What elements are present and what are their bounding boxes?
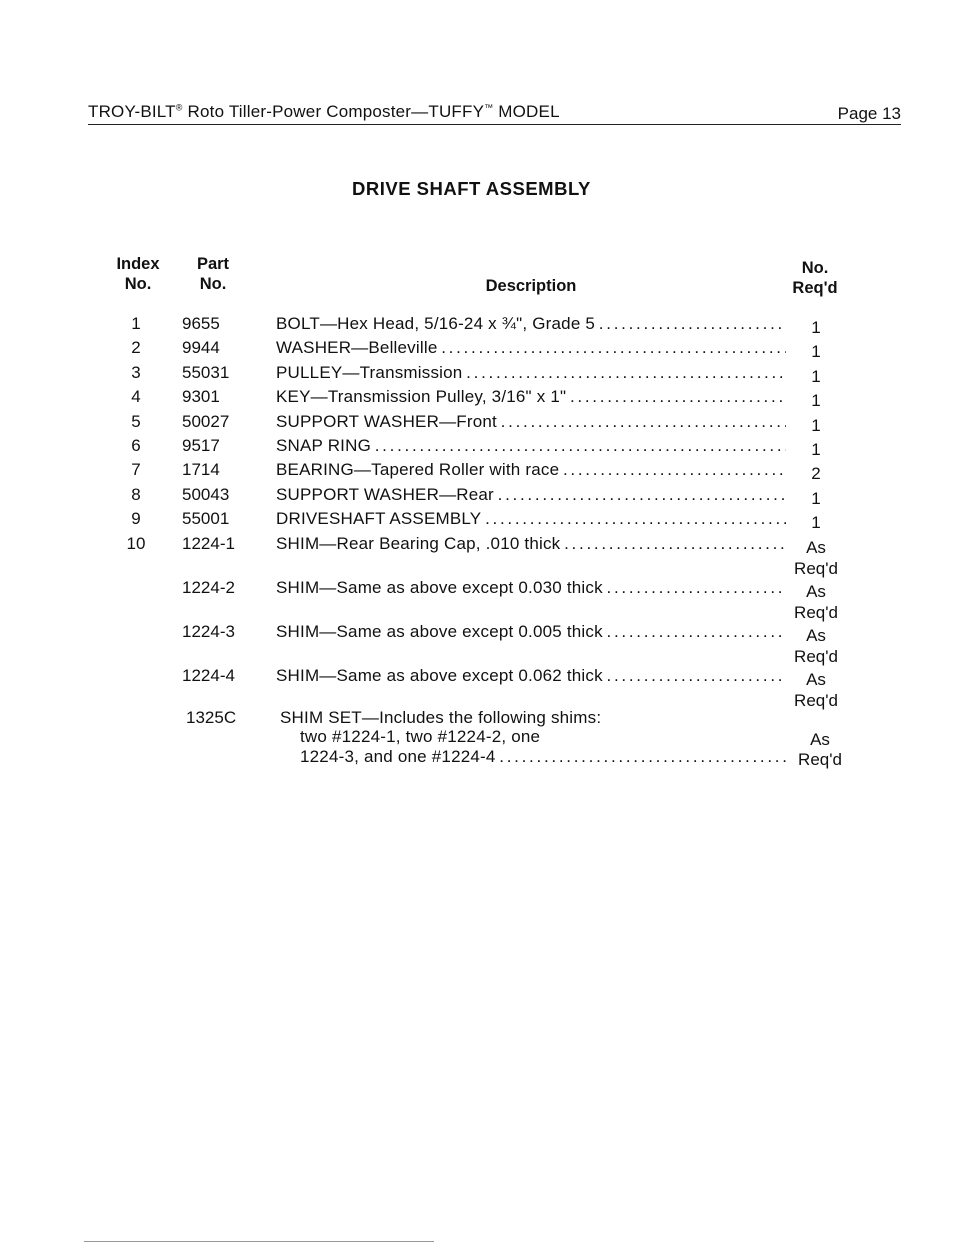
index-number: 8 <box>131 484 141 504</box>
part-description <box>276 436 786 456</box>
description-text: PULLEY—Transmission . . . <box>276 363 786 382</box>
quantity-line2: Req'd <box>794 646 838 666</box>
parts-row <box>0 664 954 708</box>
part-description <box>276 622 786 642</box>
part-number: 55001 <box>182 509 230 529</box>
index-number: 1 <box>131 314 141 333</box>
description-text: WASHER—Belleville . . . <box>276 338 786 357</box>
description-text: SNAP RING . . . <box>276 436 786 455</box>
parts-row <box>0 576 954 620</box>
description-text: SHIM—Same as above except 0.062 thick . . . <box>276 666 786 685</box>
part-description <box>276 534 786 554</box>
description-text: BEARING—Tapered Roller with race . . . <box>276 460 786 479</box>
part-number: 9301 <box>182 387 220 407</box>
part-number: 1224-3 <box>182 621 235 641</box>
index-number: 4 <box>131 387 141 407</box>
parts-row <box>0 312 954 336</box>
page-number: Page 13 <box>837 104 901 123</box>
header-title <box>88 102 560 122</box>
quantity-required <box>788 581 844 623</box>
part-description <box>276 578 786 598</box>
quantity-required <box>788 537 844 579</box>
parts-row <box>0 483 954 507</box>
part-description <box>276 387 786 407</box>
quantity-required: 1 <box>811 439 821 459</box>
quantity-required: 2 <box>811 464 821 484</box>
description-text: SHIM—Rear Bearing Cap, .010 thick . . . <box>276 534 786 553</box>
shim-set-line3 <box>280 747 790 767</box>
index-number: 3 <box>131 362 141 382</box>
index-number: 5 <box>131 411 141 431</box>
parts-row <box>0 385 954 409</box>
description-text: SHIM—Same as above except 0.030 thick . . . <box>276 578 786 597</box>
part-description <box>276 666 786 686</box>
part-number: 1224-4 <box>182 665 235 685</box>
part-description <box>276 363 786 383</box>
part-number: 55031 <box>182 362 230 382</box>
part-number: 9517 <box>182 435 220 455</box>
part-number: 1714 <box>182 460 220 480</box>
quantity-required: 1 <box>811 391 821 411</box>
description-text: SUPPORT WASHER—Rear . . . <box>276 485 786 504</box>
description-text: BOLT—Hex Head, 5/16-24 x ¾", Grade 5 . . . <box>276 314 786 333</box>
quantity-required: 1 <box>811 342 821 362</box>
part-number: 50043 <box>182 484 230 504</box>
registered-mark: ® <box>175 102 183 113</box>
description-text: KEY—Transmission Pulley, 3/16" x 1" . . . <box>276 387 786 406</box>
parts-list <box>0 312 954 768</box>
quantity-line1: As <box>806 581 826 601</box>
part-description <box>276 412 786 432</box>
part-number: 9944 <box>182 338 220 358</box>
index-number: 9 <box>131 509 141 529</box>
parts-row <box>0 410 954 434</box>
quantity-required: 1 <box>811 318 821 337</box>
part-number: 9655 <box>182 314 220 333</box>
part-description <box>276 485 786 505</box>
index-number: 10 <box>126 533 146 553</box>
parts-row <box>0 507 954 531</box>
quantity-line1: As <box>806 669 826 689</box>
part-number: 1224-1 <box>182 533 235 553</box>
column-header-part-line1: Part <box>196 255 230 273</box>
brand-name: TROY-BILT <box>88 102 176 121</box>
shim-set-line3-text: 1224-3, and one #1224-4 . . . <box>300 747 790 766</box>
trademark-mark: ™ <box>484 102 494 113</box>
shim-set-row <box>0 708 954 768</box>
quantity-line1: As <box>806 537 826 557</box>
column-header-required <box>782 258 848 298</box>
quantity-line2: Req'd <box>794 602 838 622</box>
quantity-line2: Req'd <box>798 749 842 769</box>
part-description <box>276 460 786 480</box>
index-number: 7 <box>131 460 141 480</box>
quantity-required: 1 <box>811 488 821 508</box>
parts-row <box>0 336 954 360</box>
quantity-line1: As <box>810 729 830 749</box>
quantity-required: 1 <box>811 415 821 435</box>
parts-row <box>0 532 954 576</box>
parts-row <box>0 458 954 482</box>
part-description <box>276 509 786 529</box>
column-header-index-line2: No. <box>124 275 152 293</box>
part-description <box>276 314 786 334</box>
parts-row <box>0 434 954 458</box>
quantity-required: 1 <box>811 513 821 533</box>
description-text: SHIM—Same as above except 0.005 thick . . . <box>276 622 786 641</box>
column-header-part <box>188 254 238 294</box>
parts-row <box>0 620 954 664</box>
footer-rule <box>84 1241 434 1242</box>
quantity-required <box>788 669 844 711</box>
parts-row <box>0 361 954 385</box>
part-number: 1224-2 <box>182 577 235 597</box>
part-number: 50027 <box>182 411 230 431</box>
shim-set-part-number: 1325C <box>186 707 237 727</box>
header-title-end: MODEL <box>493 102 560 121</box>
column-header-required-line2: Req'd <box>792 279 838 297</box>
quantity-line1: As <box>806 625 826 645</box>
shim-set-description <box>280 708 790 767</box>
column-header-part-line2: No. <box>199 275 227 293</box>
header-title-middle: Roto Tiller-Power Composter—TUFFY <box>182 102 485 121</box>
column-header-index-line1: Index <box>116 255 160 273</box>
column-header-required-line1: No. <box>801 259 829 277</box>
column-header-description: Description <box>485 277 577 295</box>
shim-set-quantity <box>792 730 848 770</box>
quantity-line2: Req'd <box>794 690 838 710</box>
quantity-line2: Req'd <box>794 558 838 578</box>
shim-set-line1: SHIM SET—Includes the following shims: <box>280 707 602 727</box>
quantity-required <box>788 625 844 667</box>
page-header <box>88 100 901 125</box>
part-description <box>276 338 786 358</box>
shim-set-line2: two #1224-1, two #1224-2, one <box>300 727 541 747</box>
index-number: 6 <box>131 435 141 455</box>
description-text: SUPPORT WASHER—Front . . . <box>276 412 786 431</box>
description-text: DRIVESHAFT ASSEMBLY . . . <box>276 509 786 528</box>
index-number: 2 <box>131 338 141 358</box>
section-title: DRIVE SHAFT ASSEMBLY <box>352 178 591 199</box>
quantity-required: 1 <box>811 366 821 386</box>
column-header-index <box>108 254 168 294</box>
